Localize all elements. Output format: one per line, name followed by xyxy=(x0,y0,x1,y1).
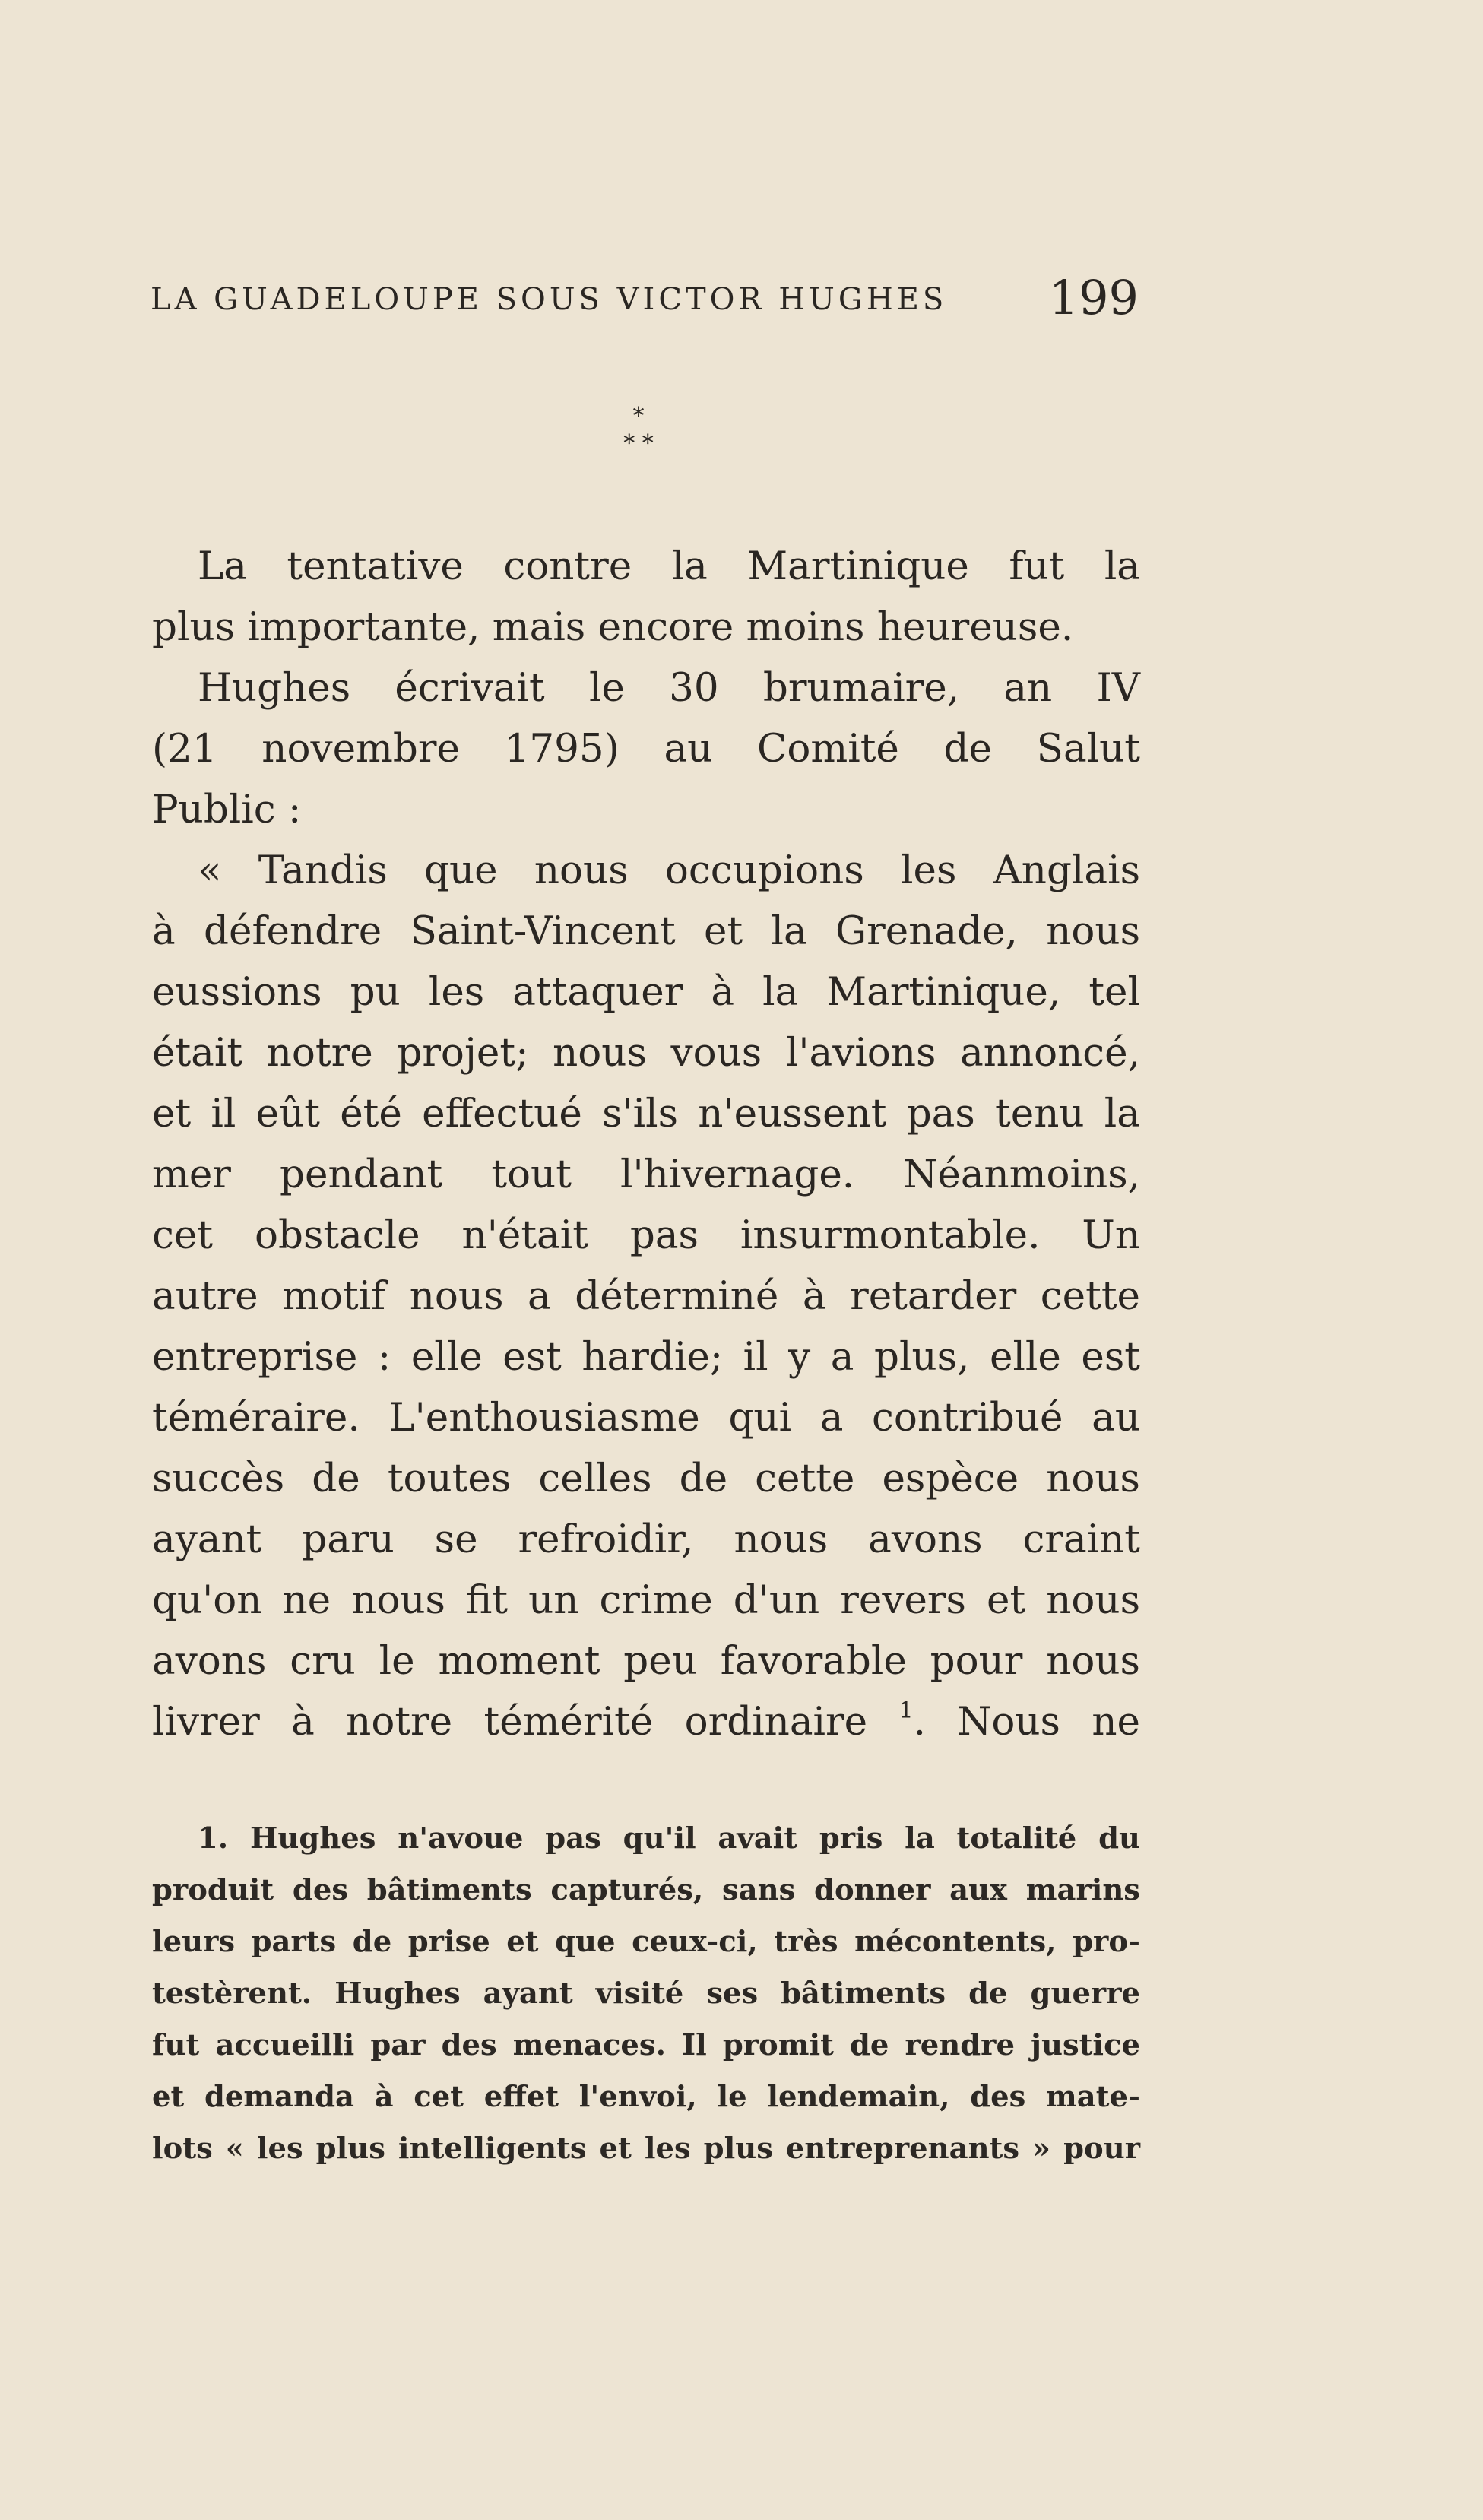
body-line: téméraire. L'enthousiasme qui a contribué au xyxy=(152,1395,1140,1441)
body-line: succès de toutes celles de cette espèce nous xyxy=(152,1456,1140,1501)
body-line: La tentative contre la Martinique fut la xyxy=(198,544,1140,589)
body-line: à défendre Saint-Vincent et la Grenade, nous xyxy=(152,908,1140,954)
footnote-line: fut accueilli par des menaces. Il promit de rendre justice xyxy=(152,2028,1140,2062)
body-line: (21 novembre 1795) au Comité de Salut xyxy=(152,726,1140,772)
footnote xyxy=(152,1813,1140,2175)
body-line: mer pendant tout l'hivernage. Néanmoins, xyxy=(152,1152,1140,1197)
body-line-with-note xyxy=(152,1691,1140,1752)
footnote-line: 1. Hughes n'avoue pas qu'il avait pris la totalité du xyxy=(198,1821,1140,1856)
footnote-line: lots « les plus intelligents et les plus entreprenants » pour xyxy=(152,2132,1140,2166)
asterism-bottom: * * xyxy=(623,430,654,457)
body-line: était notre projet; nous vous l'avions annoncé, xyxy=(152,1030,1140,1076)
footnote-reference[interactable]: 1 xyxy=(898,1697,914,1724)
body-line: avons cru le moment peu favorable pour nous xyxy=(152,1638,1140,1684)
page-number: 199 xyxy=(1048,270,1139,325)
footnote-line: leurs parts de prise et que ceux-ci, très mécontents, pro- xyxy=(152,1925,1140,1959)
body-line: autre motif nous a déterminé à retarder cette xyxy=(152,1273,1140,1319)
footnote-line: testèrent. Hughes ayant visité ses bâtiments de guerre xyxy=(152,1976,1140,2011)
body-line-tail: . Nous ne xyxy=(913,1699,1140,1745)
asterism-top: * xyxy=(632,403,645,430)
body-line: Hughes écrivait le 30 brumaire, an IV xyxy=(198,665,1140,711)
body-text xyxy=(152,536,1140,1752)
body-line: cet obstacle n'était pas insurmontable. Un xyxy=(152,1212,1140,1258)
section-break-asterism xyxy=(600,403,677,458)
body-line: eussions pu les attaquer à la Martinique, tel xyxy=(152,969,1140,1015)
footnote-line: et demanda à cet effet l'envoi, le lendemain, des mate- xyxy=(152,2080,1140,2114)
body-line: Public : xyxy=(152,787,302,832)
body-line: plus importante, mais encore moins heureuse. xyxy=(152,604,1074,650)
page-header xyxy=(151,270,1139,323)
body-line: et il eût été effectué s'ils n'eussent pas tenu la xyxy=(152,1091,1140,1136)
footnote-line: produit des bâtiments capturés, sans donner aux marins xyxy=(152,1873,1140,1907)
body-line: qu'on ne nous fit un crime d'un revers et nous xyxy=(152,1577,1140,1623)
body-line-text: livrer à notre témérité ordinaire xyxy=(152,1699,868,1745)
running-head: LA GUADELOUPE SOUS VICTOR HUGHES xyxy=(151,282,948,317)
body-line: « Tandis que nous occupions les Anglais xyxy=(198,848,1140,893)
body-line: entreprise : elle est hardie; il y a plus, elle est xyxy=(152,1334,1140,1380)
body-line: ayant paru se refroidir, nous avons craint xyxy=(152,1517,1140,1562)
